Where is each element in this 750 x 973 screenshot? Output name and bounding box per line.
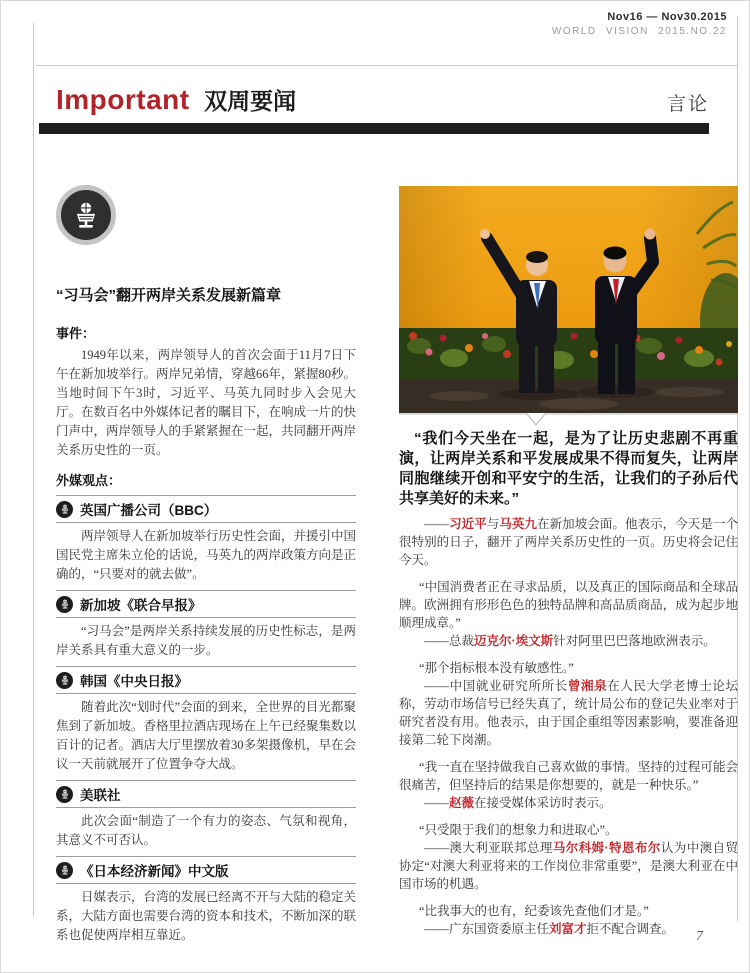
microphone-icon [56, 596, 73, 613]
media-opinion-text: 两岸领导人在新加坡举行历史性会面，并援引中国国民党主席朱立伦的话说，马英九的两岸政策方向是正确的，“只要对的就去做”。 [56, 529, 357, 581]
quote-attribution: ——赵薇在接受媒体采访时表示。 [424, 796, 612, 810]
media-section [56, 495, 356, 584]
media-section [56, 590, 356, 660]
quote-attribution: ——广东国资委原主任刘富才拒不配合调查。 [424, 922, 675, 936]
journal-title: WORLD VISION 2015.NO.22 [551, 26, 727, 37]
media-outlet-name: 韩国《中央日报》 [80, 674, 188, 689]
lead-quote-attribution: ——习近平与马英九在新加坡会面。他表示，今天是一个很特别的日子，翻开了两岸关系历史性的一页。历史将会记住今天。 [399, 517, 738, 567]
header-divider-bar [39, 123, 709, 134]
lead-quote: “我们今天坐在一起，是为了让历史悲剧不再重演，让两岸关系和平发展成果不得而复失，让两岸同胞继续开创和平安宁的生活，让我们的子孙后代共享美好的未来。” [399, 430, 738, 507]
microphone-icon [56, 672, 73, 689]
section-title-en: Important [56, 84, 190, 115]
page-number: 7 [696, 929, 703, 944]
media-section-header [56, 857, 356, 883]
quote-attribution: ——中国就业研究所所长曾湘泉在人民大学老博士论坛称，劳动市场信号已经失真了，统计局公布的登记失业率对于研究者没有用。他表示，由于国企重组等因素影响，要准备迎接第二轮下岗潮。 [399, 679, 738, 747]
quote-item [399, 758, 738, 812]
media-section-header [56, 781, 356, 807]
media-opinion-text: 随着此次“划时代”会面的到来，全世界的目光都聚焦到了新加坡。香格里拉酒店现场在上午已经聚集数以百计的记者。酒店大厅里摆放着30多架摄像机，早在会议一天前就展开了位置争夺大战。 [56, 700, 357, 771]
media-opinion-text: “习马会”是两岸关系持续发展的历史性标志，是两岸关系具有重大意义的一步。 [56, 624, 356, 657]
speaker-name: 刘富才 [549, 922, 587, 936]
left-column [56, 185, 356, 951]
quote-text: “中国消费者正在寻求品质，以及真正的国际商品和全球品牌。欧洲拥有形形色色的独特品牌和高品质商品，成为起步地顺理成章。” [399, 580, 738, 630]
speaker-name: 迈克尔·埃文斯 [474, 634, 554, 648]
quote-item [399, 578, 738, 650]
quote-attribution: ——总裁迈克尔·埃文斯针对阿里巴巴落地欧洲表示。 [424, 634, 716, 648]
attr-dash: —— [424, 517, 449, 531]
media-section [56, 780, 356, 850]
xi-ma-meeting-photo [399, 186, 738, 413]
quote-item [399, 659, 738, 749]
media-outlet-name: 新加坡《联合早报》 [80, 598, 202, 613]
speaker-name: 马尔科姆·特恩布尔 [552, 841, 661, 855]
quote-text: “那个指标根本没有敏感性。” [419, 661, 574, 675]
media-opinion-text: 此次会面“制造了一个有力的姿态、气氛和视角，其意义不可否认。 [56, 814, 356, 847]
quote-text: “只受限于我们的想象力和进取心”。 [419, 823, 618, 837]
media-section-header [56, 591, 356, 617]
event-paragraph: 1949年以来，两岸领导人的首次会面于11月7日下午在新加坡举行。两岸兄弟情，穿越66年，紧握80秒。当地时间下午3时，习近平、马英九同时步入会见大厅。在数百名中外媒体记者的瞩目下，在响成一片的快门声中，两岸领导人的手紧紧握在一起，共同翻开两岸关系历史性的一页。 [56, 348, 357, 457]
article-title: “习马会”翻开两岸关系发展新篇章 [56, 287, 282, 304]
issue-date-range: Nov16 — Nov30.2015 [607, 11, 727, 23]
media-outlet-name: 美联社 [80, 788, 121, 803]
media-section-header [56, 496, 356, 522]
speaker-name: 马英九 [499, 517, 538, 531]
quote-text: “比我事大的也有，纪委该先查他们才是。” [419, 904, 649, 918]
speaker-name: 习近平 [449, 517, 487, 531]
divider-line [56, 807, 356, 808]
media-section-header [56, 667, 356, 693]
right-column [399, 186, 738, 938]
quote-attribution: ——澳大利亚联邦总理马尔科姆·特恩布尔认为中澳自贸协定“对澳大利亚将来的工作岗位非常重要”，是澳大利亚在中国市场的机遇。 [399, 841, 738, 891]
left-rule-line [33, 23, 34, 916]
media-outlet-name: 《日本经济新闻》中文版 [80, 864, 229, 879]
page-category-label: 言论 [666, 94, 709, 115]
quote-item [399, 902, 738, 938]
quote-item [399, 821, 738, 893]
divider-line [56, 883, 356, 884]
speaker-name: 赵薇 [449, 796, 475, 810]
callout-divider [399, 413, 738, 427]
event-label: 事件： [56, 326, 96, 341]
microphone-icon [56, 786, 73, 803]
media-opinions-label: 外媒观点： [56, 473, 122, 488]
speaker-name: 曾湘泉 [567, 679, 608, 693]
divider-line [56, 693, 356, 694]
media-section [56, 666, 356, 774]
quote-text: “我一直在坚持做我自己喜欢做的事情。坚持的过程可能会很痛苦，但坚持后的结果是你想要的，就是一种快乐。” [399, 760, 738, 792]
media-opinion-text: 日媒表示，台湾的发展已经离不开与大陆的稳定关系，大陆方面也需要台湾的资本和技术，不断加深的联系也促使两岸相互靠近。 [56, 890, 357, 942]
divider-line [56, 617, 356, 618]
divider-line [56, 522, 356, 523]
section-title-cn: 双周要闻 [204, 88, 297, 114]
microphone-icon [56, 185, 116, 245]
masthead [552, 11, 727, 37]
section-header [56, 83, 296, 116]
media-section [56, 856, 356, 945]
microphone-icon [56, 501, 73, 518]
top-rule-line [36, 65, 737, 66]
microphone-icon [56, 862, 73, 879]
media-outlet-name: 英国广播公司（BBC） [80, 503, 218, 518]
